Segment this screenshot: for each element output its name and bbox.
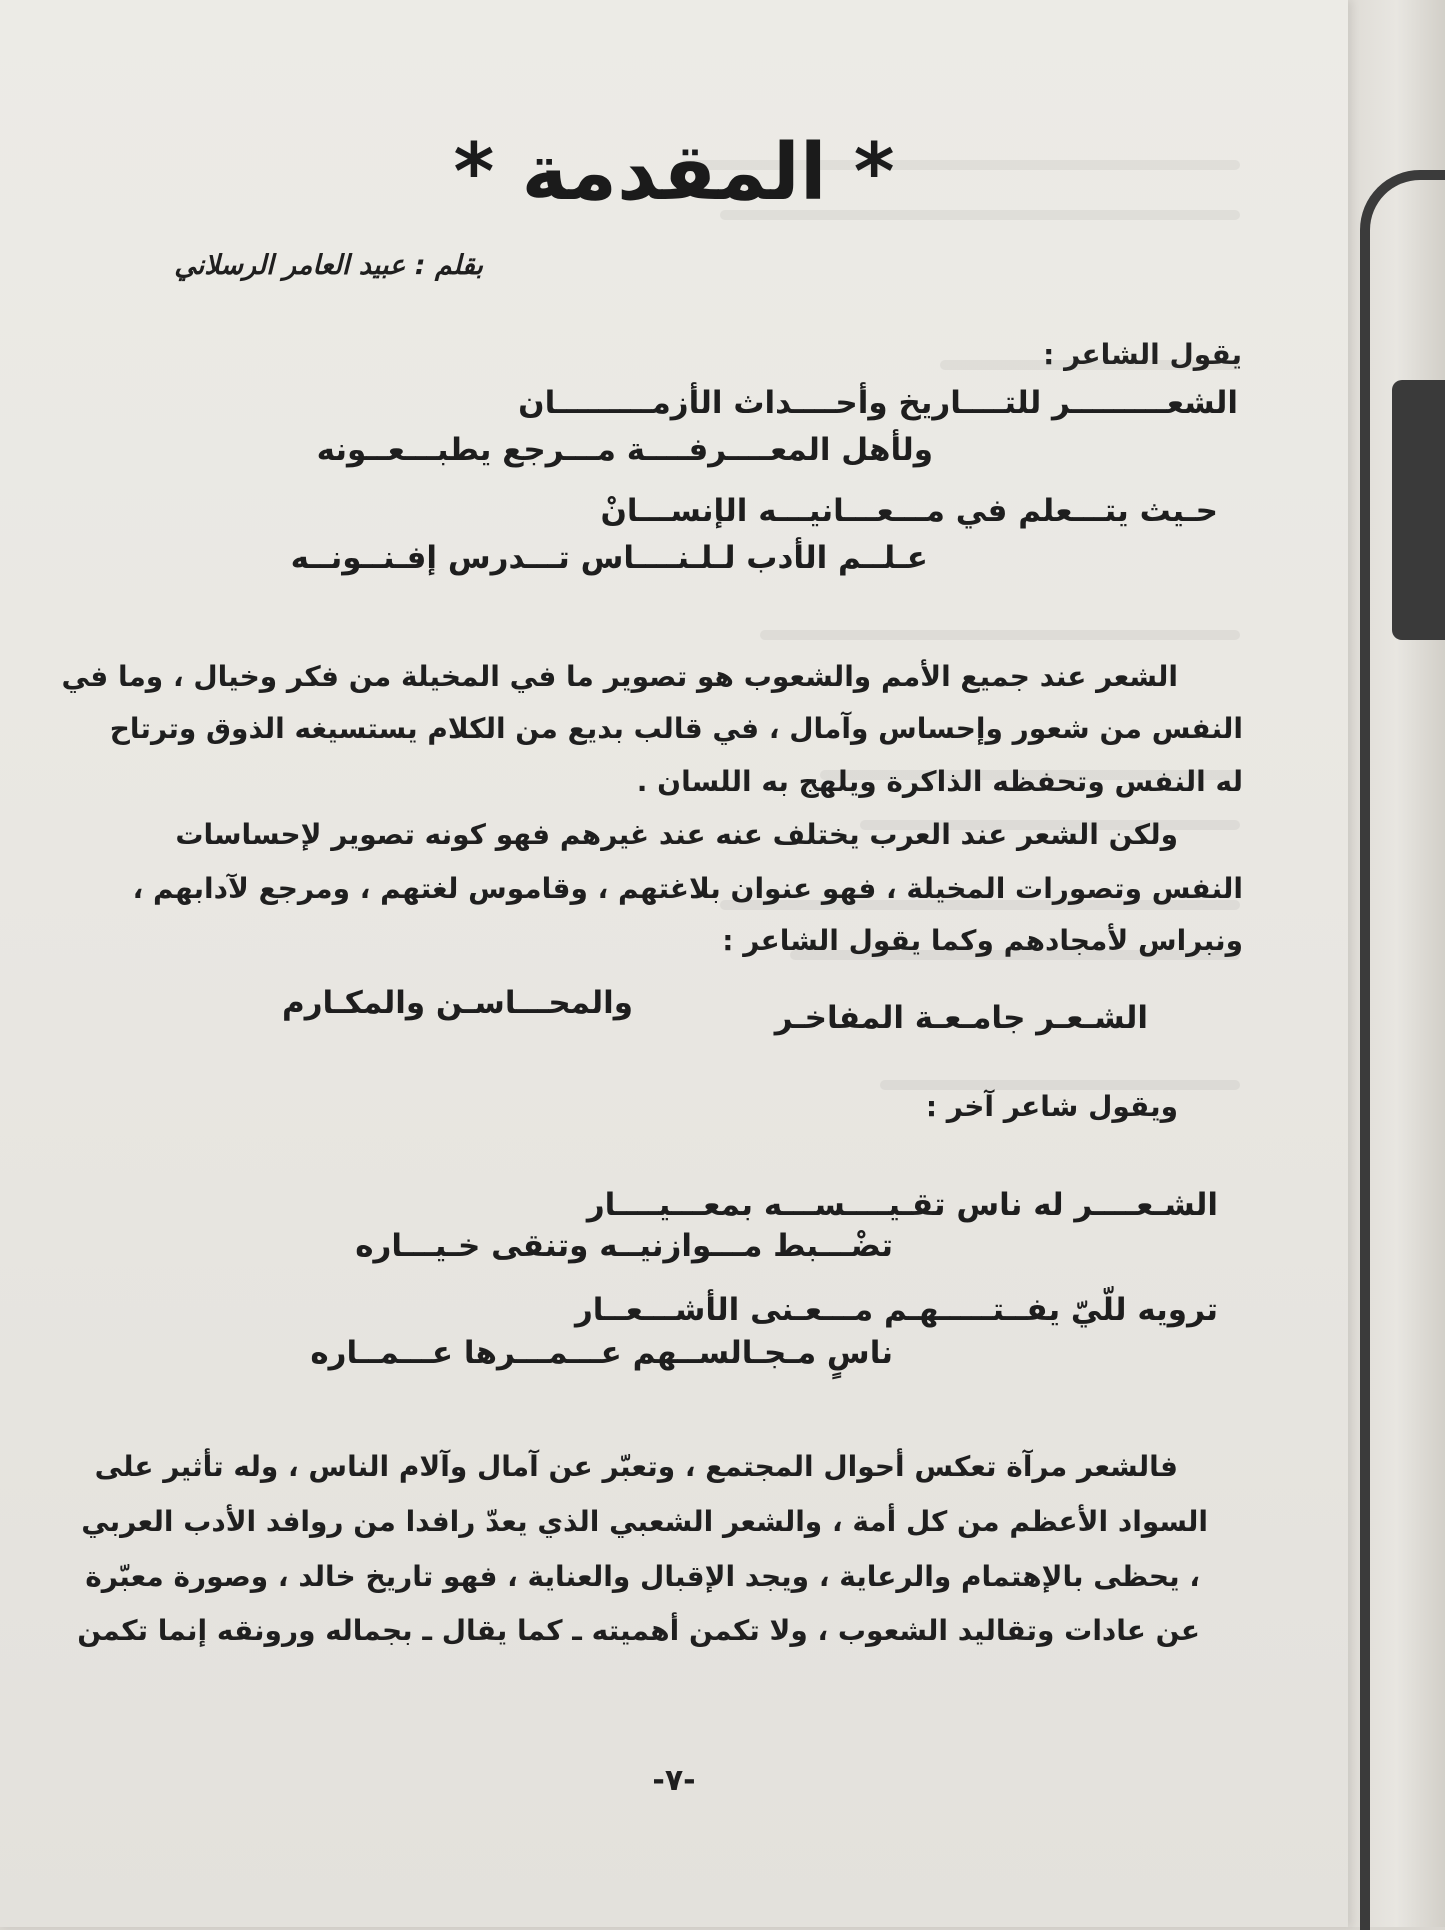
paragraph1-line-1: الشعر عند جميع الأمم والشعوب هو تصوير ما في المخيلة من فكر وخيال ، وما في: [61, 660, 1178, 693]
poem1-line-3: حـيث يتـــعلم في مـــعـــانيـــه الإنســـانْ: [600, 493, 1218, 529]
paragraph1-line-4: ولكن الشعر عند العرب يختلف عنه عند غيرهم فهو كونه تصوير لإحساسات: [175, 818, 1178, 851]
verse2-second-half: والمحـــاسـن والمكـارم: [281, 985, 633, 1021]
paragraph1-line-3: له النفس وتحفظه الذاكرة ويلهج به اللسان .: [636, 765, 1243, 798]
back-cover-shape: [1392, 380, 1445, 640]
author-byline: بقلم : عبيد العامر الرسلاني: [174, 250, 483, 281]
poem2-intro: ويقول شاعر آخر :: [925, 1090, 1178, 1123]
poem2-line-4: ناسٍ مـجـالســهم عـــمـــرها عـــمــاره: [310, 1335, 893, 1371]
poem1-line-4: عـلــم الأدب لـلـنــــاس تـــدرس إفـنــونــه: [290, 540, 928, 576]
poem2-line-1: الشـعــــر له ناس تقـيــــســـه بمعـــيــــار: [586, 1187, 1218, 1223]
paragraph2-line-4: عن عادات وتقاليد الشعوب ، ولا تكمن أهميته ـ كما يقال ـ بجماله ورونقه إنما تكمن: [77, 1614, 1200, 1647]
poem1-line-1: الشعـــــــــر للتــــاريخ وأحــــداث الأزمـــــــــان: [518, 385, 1238, 421]
poem2-line-3: ترويه للّيّ يفــتـــــهـم مـــعـنى الأشـــعــار: [574, 1292, 1218, 1328]
poem-intro: يقول الشاعر :: [1043, 338, 1242, 371]
poem1-line-2: ولأهل المعــــرفــــة مـــرجع يطبـــعــونه: [316, 432, 933, 468]
poem2-line-2: تضْـــبط مـــوازنيــه وتنقى خـيـــاره: [355, 1228, 893, 1264]
paragraph1-line-6: ونبراس لأمجادهم وكما يقول الشاعر :: [722, 924, 1243, 957]
page-title: * المقدمة *: [453, 128, 895, 218]
paragraph1-line-5: النفس وتصورات المخيلة ، فهو عنوان بلاغتهم ، وقاموس لغتهم ، ومرجع لآدابهم ،: [132, 872, 1243, 905]
paragraph2-line-2: السواد الأعظم من كل أمة ، والشعر الشعبي الذي يعدّ رافدا من روافد الأدب العربي: [81, 1505, 1208, 1538]
page-number: -٧-: [652, 1763, 696, 1798]
paragraph1-line-2: النفس من شعور وإحساس وآمال ، في قالب بديع من الكلام يستسيغه الذوق وترتاح: [109, 712, 1243, 745]
verse2-first-half: الشـعـر جامـعـة المفاخـر: [774, 1000, 1148, 1036]
paragraph2-line-1: فالشعر مرآة تعكس أحوال المجتمع ، وتعبّر عن آمال وآلام الناس ، وله تأثير على: [94, 1450, 1178, 1483]
paragraph2-line-3: ، يحظى بالإهتمام والرعاية ، ويجد الإقبال والعناية ، فهو تاريخ خالد ، وصورة معبّرة: [85, 1560, 1200, 1593]
